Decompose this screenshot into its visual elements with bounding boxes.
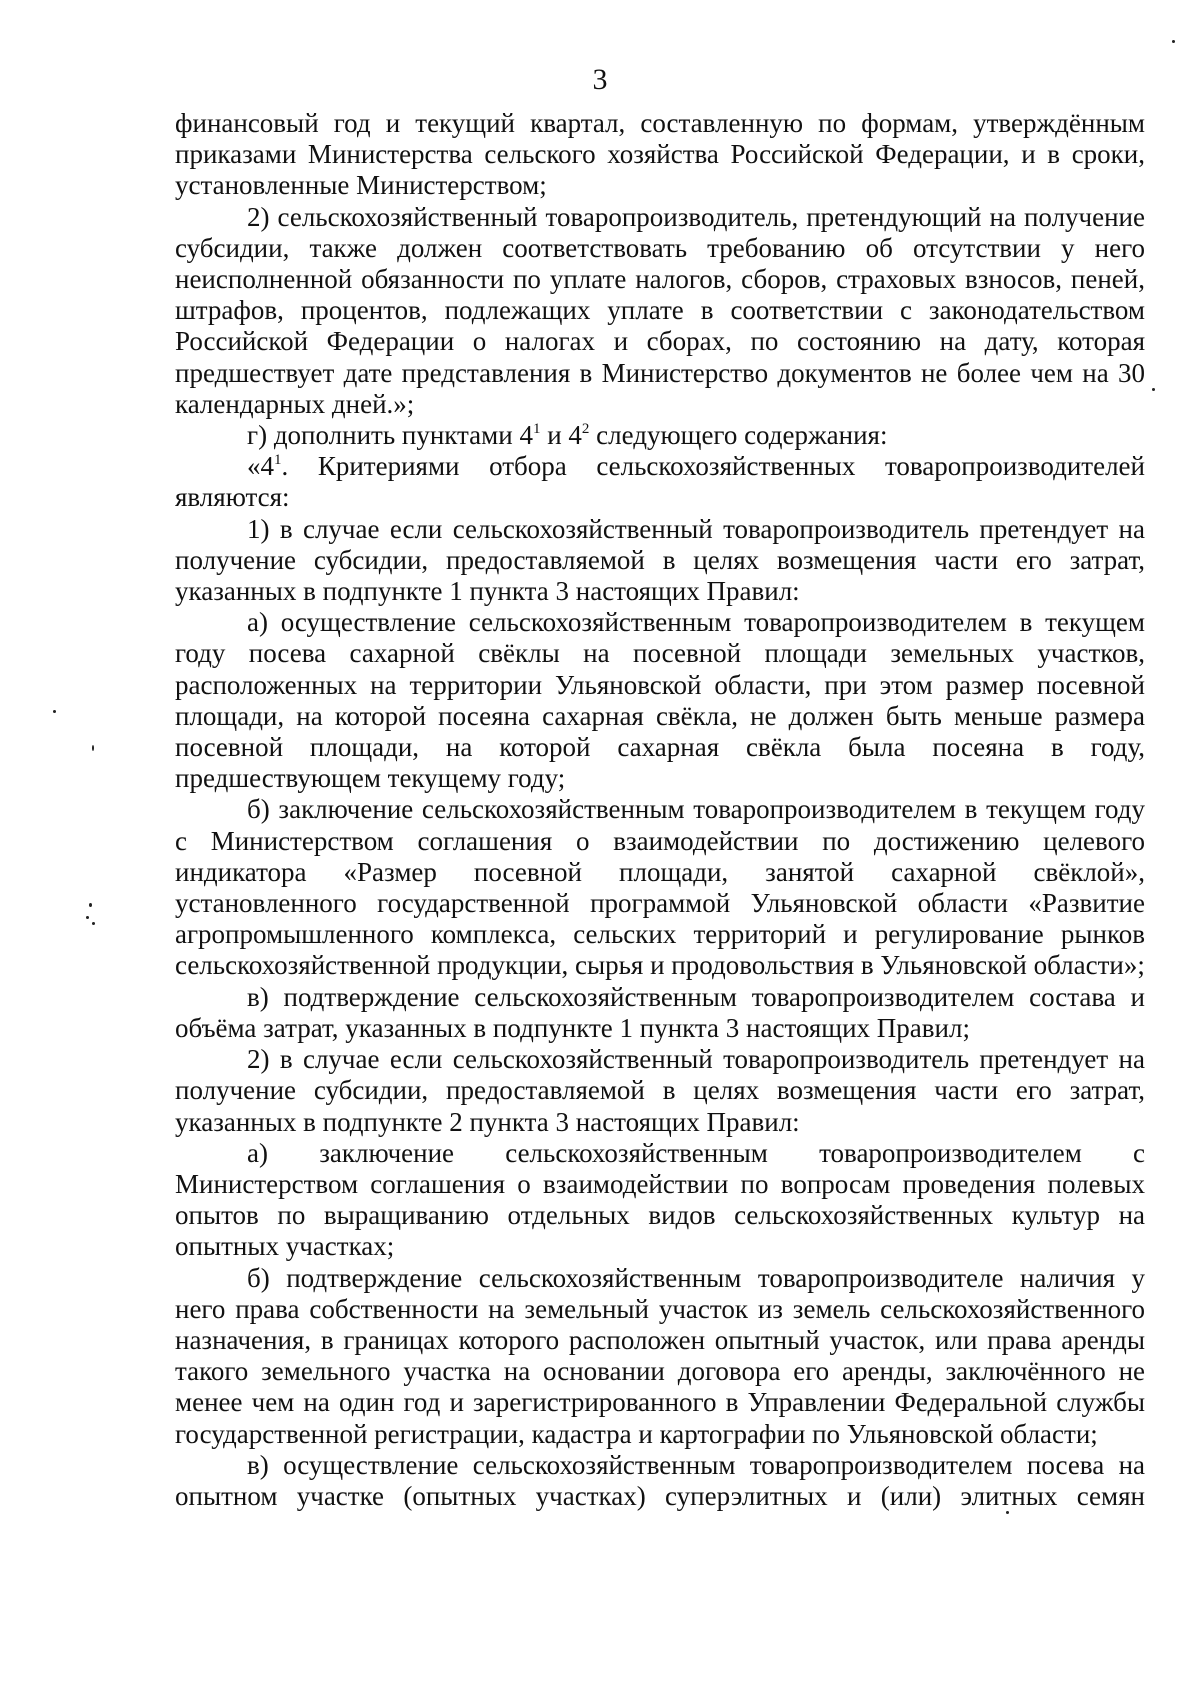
scan-speck — [92, 745, 94, 751]
scan-speck — [1172, 40, 1175, 43]
paragraph-criteria-case-1: 1) в случае если сельскохозяйственный товаропроизводитель претендует на получение субсидии, предоставляемой в целях возмещения части его затрат, указанных в подпункте 1 пункта 3 настоящих Правил: — [175, 513, 1145, 607]
paragraph-add-items-4-1-4-2 — [175, 420, 1145, 451]
paragraph-financial-report-continuation: финансовый год и текущий квартал, составленную по формам, утверждённым приказами Министерства сельского хозяйства Российской Федерации, и в сроки, установленные Министерством; — [175, 108, 1145, 201]
paragraph-case-2-subitem-b: б) подтверждение сельскохозяйственным товаропроизводителе наличия у него права собственности на земельный участок из земель сельскохозяйственного назначения, в границах которого расположен опытный участок, или права аренды такого земельного участка на основании договора его аренды, заключённого не менее чем на один год и зарегистрированного в Управлении Федеральной службы государственной регистрации, кадастра и картографии по Ульяновской области; — [175, 1262, 1145, 1449]
scan-speck — [53, 710, 56, 713]
page-number: 3 — [592, 63, 608, 96]
scan-speck — [1152, 388, 1155, 391]
paragraph-part: и 4 — [540, 420, 582, 451]
superscript: 1 — [532, 421, 541, 438]
paragraph-case-2-subitem-a: а) заключение сельскохозяйственным товаропроизводителем с Министерством соглашения о взаимодействии по вопросам проведения полевых опытов по выращиванию отдельных видов сельскохозяйственных культур на опытных участках; — [175, 1137, 1145, 1262]
paragraph-case-1-subitem-b: б) заключение сельскохозяйственным товаропроизводителем в текущем году с Министерством соглашения о взаимодействии по достижению целевого индикатора «Размер посевной площади, занятой сахарной свёклой», установленного государственной программой Ульяновской области «Развитие агропромышленного комплекса, сельских территорий и регулирование рынков сельскохозяйственной продукции, сырья и продовольствия в Ульяновской области»; — [175, 794, 1145, 981]
superscript: 1 — [274, 452, 282, 469]
paragraph-item-2-tax-obligations: 2) сельскохозяйственный товаропроизводитель, претендующий на получение субсидии, также должен соответствовать требованию об отсутствии у него неисполненной обязанности по уплате налогов, сборов, страховых взносов, пеней, штрафов, процентов, подлежащих уплате в соответствии с законодательством Российской Федерации о налогах и сборах, по состоянию на дату, которая предшествует дате представления в Министерство документов не более чем на 30 календарных дней.»; — [175, 201, 1145, 419]
paragraph-part: следующего содержания: — [589, 420, 888, 451]
superscript: 2 — [581, 421, 590, 438]
paragraph-case-1-subitem-v: в) подтверждение сельскохозяйственным товаропроизводителем состава и объёма затрат, указанных в подпункте 1 пункта 3 настоящих Правил; — [175, 981, 1145, 1043]
paragraph-part: . Критериями отбора сельскохозяйственных товаропроизводителей являются: — [175, 451, 1145, 513]
paragraph-item-4-1-criteria — [175, 451, 1145, 513]
paragraph-criteria-case-2: 2) в случае если сельскохозяйственный товаропроизводитель претендует на получение субсидии, предоставляемой в целях возмещения части его затрат, указанных в подпункте 2 пункта 3 настоящих Правил: — [175, 1044, 1145, 1137]
paragraph-part: г) дополнить пунктами 4 — [247, 420, 533, 451]
scan-speck — [89, 903, 92, 907]
scan-speck — [86, 916, 89, 919]
document-body — [175, 108, 1145, 1512]
paragraph-case-1-subitem-a: а) осуществление сельскохозяйственным товаропроизводителем в текущем году посева сахарной свёклы на посевной площади земельных участков, расположенных на территории Ульяновской области, при этом размер посевной площади, на которой посеяна сахарная свёкла, не должен быть меньше размера посевной площади, на которой сахарная свёкла была посеяна в году, предшествующем текущему году; — [175, 607, 1145, 794]
scan-speck — [1006, 1511, 1009, 1514]
paragraph-case-2-subitem-v: в) осуществление сельскохозяйственным товаропроизводителем посева на опытном участке (опытных участках) суперэлитных и (или) элитных семян — [175, 1449, 1145, 1511]
paragraph-part: «4 — [247, 451, 274, 482]
scan-speck — [92, 922, 95, 925]
